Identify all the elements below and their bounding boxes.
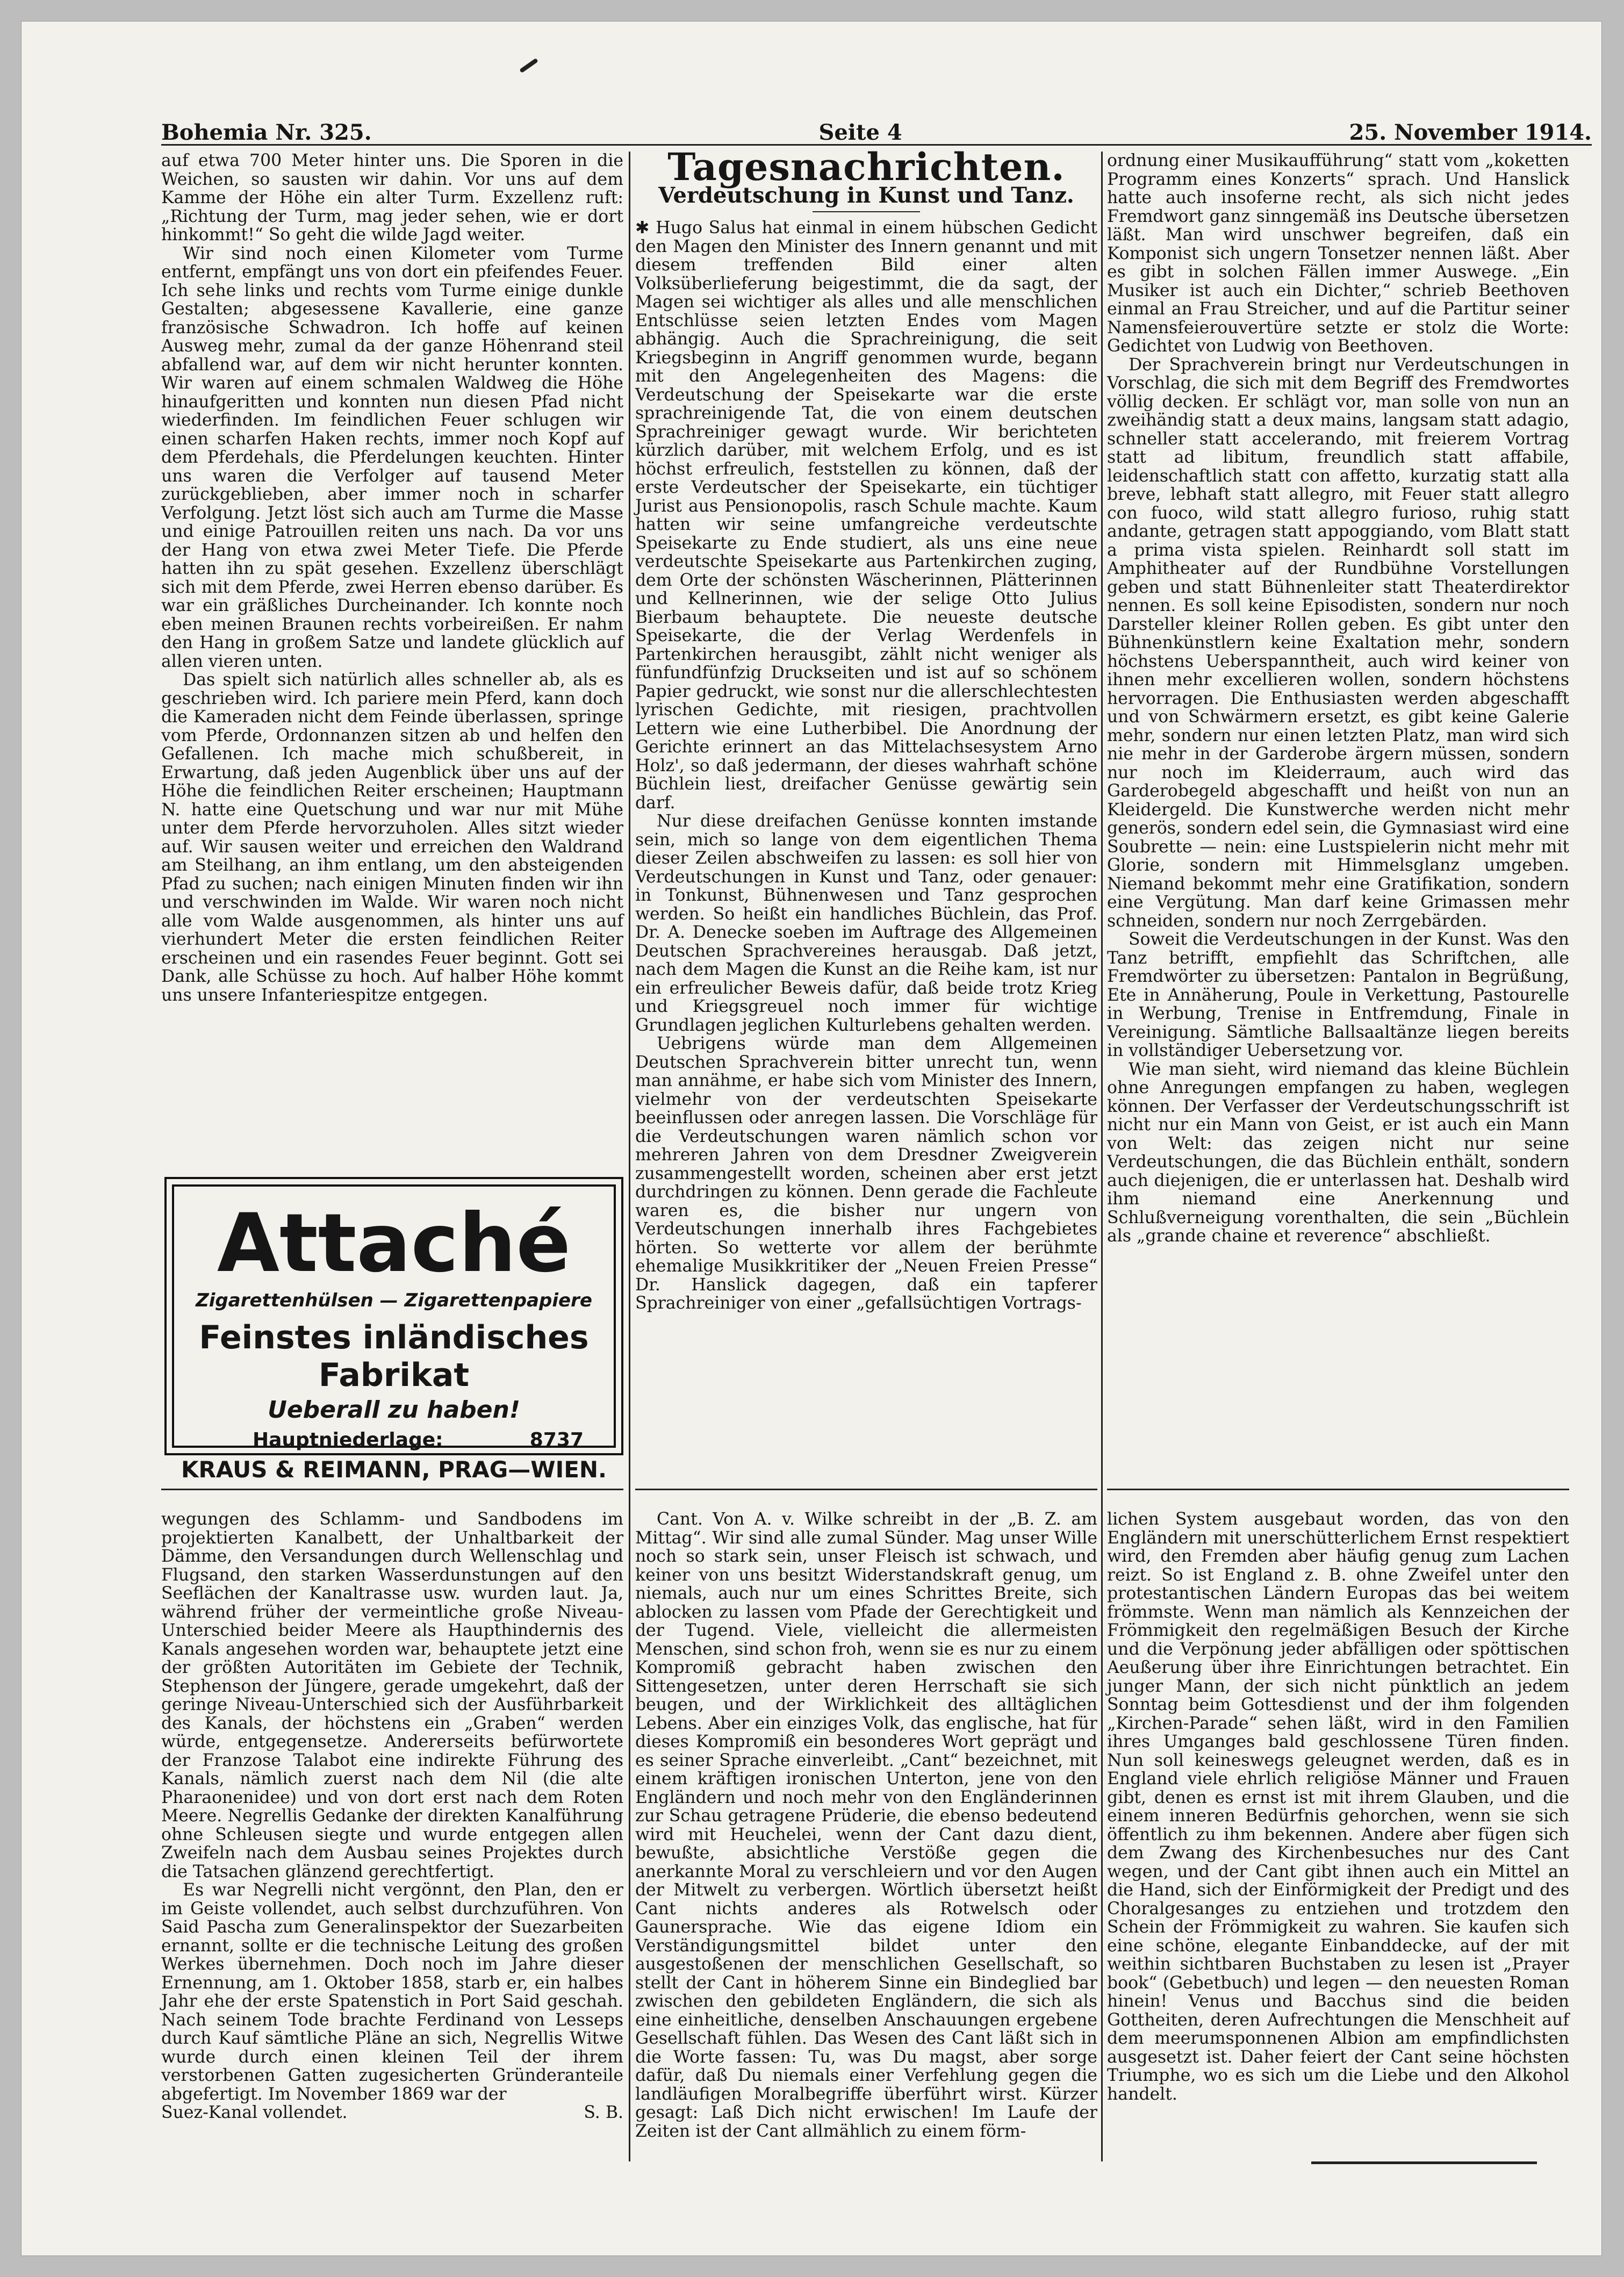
article-paragraph: ordnung einer Musikaufführung“ statt vom „koketten Programm eines Konzerts“ sprach. Und Hanslick hatte auch insoferne recht, als sich nicht jedes Fremdwort ganz sinngemäß ins Deutsche übersetzen läßt. Man wird unschwer begreifen, daß ein Komponist sich ungern Tonsetzer nennen läßt. Aber es gibt in solchen Fällen immer Auswege. „Ein Musiker ist auch ein Dichter,“ schrieb Beethoven einmal an Frau Streicher, und auf die Partitur seiner Namensfeierouvertüre setzte er stolz die Worte: Gedichtet von Ludwig von Beethoven.: [1107, 151, 1569, 356]
section-rule-2: [635, 1489, 1097, 1490]
section-rule-3: [1107, 1489, 1569, 1490]
ad-products: Zigarettenhülsen — Zigarettenpapiere: [196, 1290, 592, 1311]
article-paragraph: Soweit die Verdeutschungen in der Kunst. Was den Tanz betrifft, empfiehlt das Schriftchen, alle Fremdwörter zu übersetzen: Pantalon in Begrüßung, Ete in Annäherung, Poule in Verkettung, Pastourelle in Werbung, Trenise in Entfremdung, Finale in Vereinigung. Sämtliche Ballsaaltänze liegen bereits in vollständiger Uebersetzung vor.: [1107, 930, 1569, 1060]
ink-mark: [519, 58, 538, 73]
column-1-top: [161, 152, 623, 1004]
header-issue: Bohemia Nr. 325.: [161, 120, 372, 145]
header-date: 25. November 1914.: [1349, 120, 1592, 145]
article-paragraph: wegungen des Schlamm- und Sandbodens im projektierten Kanalbett, der Unhaltbarkeit der Dämme, den Versandungen durch Wellenschlag und Flugsand, den starken Wasserdunstungen auf den Seeflächen der Kanaltrasse usw. wurden laut. Ja, während früher der vermeintliche große Niveau-Unterschied beider Meere als Haupthindernis des Kanals angesehen worden war, behauptete jetzt eine der größten Autoritäten im Gebiete der Technik, Stephenson der Jüngere, gerade umgekehrt, daß der geringe Niveau-Unterschied sich der Ausführbarkeit des Kanals, der höchstens ein „Graben“ werden würde, entgegensetze. Andererseits befürwortete der Franzose Talabot eine indirekte Führung des Kanals, nämlich zuerst nach dem Nil (die alte Pharaonenidee) und von dort erst nach dem Roten Meere. Negrellis Gedanke der direkten Kanalführung ohne Schleusen siegte und wurde entgegen allen Zweifeln nach dem Ausbau seines Projektes durch die Tatsachen glänzend gerechtfertigt.: [161, 1510, 623, 1881]
ad-availability: Ueberall zu haben!: [268, 1396, 520, 1424]
column-2-top: [635, 145, 1097, 1313]
article-paragraph: Wir sind noch einen Kilometer vom Turme entfernt, empfängt uns von dort ein pfeifendes Feuer. Ich sehe links und rechts vom Turme einige dunkle Gestalten; abgesessene Kavallerie, eine ganze französische Schwadron. Ich hoffe auf keinen Ausweg mehr, zumal da der ganze Höhenrand steil abfallend war, auf dem wir nicht herunter konnten. Wir waren auf einem schmalen Waldweg die Höhe hinaufgeritten und konnten nun diesen Pfad nicht wiederfinden. Im feindlichen Feuer schlugen wir einen scharfen Haken rechts, immer noch Kopf auf dem Pferdehals, die Pferdelungen keuchten. Hinter uns waren die Verfolger auf tausend Meter zurückgeblieben, aber immer noch in scharfer Verfolgung. Jetzt löst sich auch am Turme die Masse und einige Patrouillen reiten uns nach. Da vor uns der Hang von etwa zwei Meter Tiefe. Die Pferde hatten ihn zu spät gesehen. Exzellenz überschlägt sich mit dem Pferde, zwei Herren ebenso darüber. Es war ein gräßliches Durcheinander. Ich konnte noch eben meinen Braunen rechts vorbeireißen. Er nahm den Hang in großem Satze und landete glücklich auf allen vieren unten.: [161, 243, 623, 671]
article-paragraph: Das spielt sich natürlich alles schneller ab, als es geschrieben wird. Ich pariere mein Pferd, kann doch die Kameraden nicht dem Feinde überlassen, springe vom Pferde, Ordonnanzen sitzen ab und helfen den Gefallenen. Ich mache mich schußbereit, in Erwartung, daß jeden Augenblick über uns auf der Höhe die feindlichen Reiter erscheinen; Hauptmann N. hatte eine Quetschung und war nur mit Mühe unter dem Pferde hervorzuholen. Alles sitzt wieder auf. Wir sausen weiter und erreichen den Waldrand am Steilhang, an ihm entlang, um den absteigenden Pfad zu suchen; nach einigen Minuten finden wir ihn und verschwinden im Walde. Wir waren noch nicht alle vom Walde ausgenommen, als hinter uns auf vierhundert Meter die ersten feindlichen Reiter erscheinen und ein rasendes Feuer beginnt. Gott sei Dank, alle Schüsse zu hoch. Auf halber Höhe kommt uns unsere Infanteriespitze entgegen.: [161, 670, 623, 1005]
column-3-bottom: [1107, 1510, 1569, 2103]
article-paragraph: Cant. Von A. v. Wilke schreibt in der „B. Z. am Mittag“. Wir sind alle zumal Sünder. Mag unser Wille noch so stark sein, unser Fleisch ist schwach, und keiner von uns besitzt Widerstandskraft genug, um niemals, auch nur um eines Schrittes Breite, sich ablocken zu lassen vom Pfade der Gerechtigkeit und der Tugend. Viele, vielleicht die allermeisten Menschen, sind schon froh, wenn sie es nur zu einem Kompromiß gebracht haben zwischen den Sittengesetzen, unter deren Herrschaft sie sich beugen, und der Wirklichkeit des alltäglichen Lebens. Aber ein einziges Volk, das englische, hat für dieses Kompromiß ein besonderes Wort geprägt und es seiner Sprache einverleibt. „Cant“ bezeichnet, mit einem kräftigen ironischen Unterton, jene von den Engländern und noch mehr von den Engländerinnen zur Schau getragene Prüderie, die ebenso bedeutend wird mit Heuchelei, wenn der Cant dazu dient, bewußte, absichtliche Verstöße gegen die anerkannte Moral zu verschleiern und vor den Augen der Mitwelt zu verbergen. Wörtlich übersetzt heißt Cant nichts anderes als Rotwelsch oder Gaunersprache. Wie das eigene Idiom ein Verständigungsmittel bildet unter den ausgestoßenen der menschlichen Gesellschaft, so stellt der Cant in höherem Sinne ein Bindeglied bar zwischen den gebildeten Engländern, die sich als eine einheitliche, denselben Anschauungen ergebene Gesellschaft fühlen. Das Wesen des Cant läßt sich in die Worte fassen: Tu, was Du magst, aber sorge dafür, daß Du niemals einer Verfehlung gegen die landläufigen Moralbegriffe überführt wirst. Kürzer gesagt: Laß Dich nicht erwischen! Im Laufe der Zeiten ist der Cant allmählich zu einem förm-: [635, 1510, 1097, 2141]
article-title: Verdeutschung in Kunst und Tanz.: [658, 182, 1074, 208]
attache-advertisement: [164, 1177, 623, 1483]
article-paragraph: lichen System ausgebaut worden, das von den Engländern mit unerschütterlichem Ernst respektiert wird, den Fremden aber häufig genug zum Lachen reizt. So ist England z. B. ohne Zweifel unter den protestantischen Ländern Europas das bei weitem frömmste. Wenn man nämlich als Kennzeichen der Frömmigkeit den regelmäßigen Besuch der Kirche und die Verpönung jeder abfälligen oder spöttischen Aeußerung über ihre Einrichtungen betrachtet. Ein junger Mann, der sich nicht pünktlich an jedem Sonntag beim Gottesdienst und der ihm folgenden „Kirchen-Parade“ sehen läßt, wird in den Familien ihres Umganges bald geschlossene Türen finden. Nun soll keineswegs geleugnet werden, daß es in England viele ehrlich religiöse Männer und Frauen gibt, denen es ernst ist mit ihrem Glauben, und die einem inneren Bedürfnis gehorchen, wenn sie sich öffentlich zu ihm bekennen. Andere aber fügen sich dem Zwang des Kirchenbesuches nur des Cant wegen, und der Cant gibt ihnen auch ein Mittel an die Hand, sich der Einförmigkeit der Predigt und des Choralgesanges zu entziehen und trotzdem den Schein der Frömmigkeit zu wahren. Sie kaufen sich eine schöne, elegante Einbanddecke, auf der mit weithin sichtbaren Buchstaben zu lesen ist „Prayer book“ (Gebetbuch) und legen — den neuesten Roman hinein! Venus und Bacchus sind die beiden Gottheiten, deren Aufrechtungen die Menschheit auf dem meerumsponnenen Albion am empfindlichsten ausgesetzt ist. Daher feiert der Cant seine höchsten Triumphe, wo es sich um die Liebe und den Alkohol handelt.: [1107, 1510, 1569, 2104]
ad-slogan: Feinstes inländisches Fabrikat: [199, 1319, 589, 1394]
article-paragraph: ✱ Hugo Salus hat einmal in einem hübschen Gedicht den Magen den Minister des Innern genannt und mit diesem treffenden Bild einer alten Volksüberlieferung beigestimmt, die da sagt, der Magen sei wichtiger als alles und alle menschlichen Entschlüsse seien letzten Endes vom Magen abhängig. Auch die Sprachreinigung, die seit Kriegsbeginn in Angriff genommen wurde, begann mit den Angelegenheiten des Magens: die Verdeutschung der Speisekarte war die erste sprachreinigende Tat, die von einem deutschen Sprachreiniger gewagt wurde. Wir berichteten kürzlich darüber, mit welchem Erfolg, und es ist höchst erfreulich, feststellen zu können, daß der erste Verdeutscher der Speisekarte, ein tüchtiger Jurist aus Pensionopolis, rasch Schule machte. Kaum hatten wir seine umfangreiche verdeutschte Speisekarte zu Ende studiert, als uns eine neue verdeutschte Speisekarte aus Partenkirchen zuging, dem Orte der schönsten Wäscherinnen, Plätterinnen und Kellnerinnen, wie der selige Otto Julius Bierbaum behauptete. Die neueste deutsche Speisekarte, die der Verlag Werdenfels in Partenkirchen herausgibt, zählt nicht weniger als fünfundfünfzig Druckseiten und ist auf so schönem Papier gedruckt, wie sonst nur die allerschlechtesten lyrischen Gedichte, mit riesigen, prachtvollen Lettern wie eine Lutherbibel. Die Anordnung der Gerichte erinnert an das Mittelachsesystem Arno Holz', so daß jedermann, der dieses wahrhaft schöne Büchlein liest, dreifacher Genüsse gewärtig sein darf.: [635, 218, 1097, 813]
column-3-top: [1107, 152, 1569, 1246]
header-page-number: Seite 4: [818, 120, 902, 145]
article-paragraph: Wie man sieht, wird niemand das kleine Büchlein ohne Anregungen empfangen zu haben, weglegen können. Der Verfasser der Verdeutschungsschrift ist nicht nur ein Mann von Geist, er ist auch ein Mann von Welt: das zeigen nicht nur seine Verdeutschungen, die das Büchlein enthält, sondern auch diejenigen, die er unterlassen hat. Deshalb wird ihm niemand eine Anerkennung und Schlußverneigung vorenthalten, die sein „Büchlein als „grande chaine et reverence“ abschließt.: [1107, 1059, 1569, 1246]
column-1-bottom: [161, 1510, 623, 2122]
article-paragraph: Der Sprachverein bringt nur Verdeutschungen in Vorschlag, die sich mit dem Begriff des Fremdwortes völlig decken. Er schlägt vor, man solle von nun an zweihändig statt a deux mains, langsam statt adagio, schneller statt accelerando, mit freierem Vortrag statt ad libitum, freundlich statt affabile, leidenschaftlich statt con affetto, kurzatig statt alla breve, lebhaft statt allegro, mit Feuer statt allegro con fuoco, wild statt allegro furioso, ruhig statt andante, getragen statt appoggiando, vom Blatt statt a prima vista spielen. Reinhardt soll statt im Amphitheater auf der Rundbühne Vorstellungen geben und statt Bühnenleiter statt Theaterdirektor nennen. Es soll keine Episodisten, sondern nur noch Darsteller kleiner Rollen geben. Es gibt unter den Bühnenkünstlern keine Exaltation mehr, sondern höchstens Ueberspanntheit, auch wird keiner von ihnen mehr excellieren wollen, sondern höchstens hervorragen. Die Enthusiasten werden abgeschafft und von Schwärmern ersetzt, es gibt keine Galerie mehr, sondern nur einen letzten Platz, man wird sich nie mehr in der Garderobe ärgern müssen, sondern nur noch im Kleiderraum, auch wird das Garderobegeld abgeschafft und heißt von nun an Kleidergeld. Die Kunstwerche werden nicht mehr generös, sondern edel sein, die Gymnasiast wird eine Soubrette — nein: eine Lustspielerin nicht mehr mit Glorie, sondern mit Himmelsglanz umgeben. Niemand bekommt mehr eine Gratifikation, sondern eine Vergütung. Man darf keine Grimassen mehr schneiden, sondern nur noch Zerrgebärden.: [1107, 355, 1569, 931]
article-paragraph: Uebrigens würde man dem Allgemeinen Deutschen Sprachverein bitter unrecht tun, wenn man annähme, er habe sich vom Minister des Innern, vielmehr von der verdeutschten Speisekarte beeinflussen oder anregen lassen. Die Vorschläge für die Verdeutschungen waren nämlich schon vor mehreren Jahren von dem Dresdner Zweigverein zusammengestellt worden, scheinen aber erst jetzt durchdringen zu können. Denn gerade die Fachleute waren es, die bisher nur ungern von Verdeutschungen innerhalb ihres Fachgebietes hörten. So wetterte vor allem der berühmte ehemalige Musikkritiker der „Neuen Freien Presse“ Dr. Hanslick dagegen, daß ein tapferer Sprachreiniger von einer „gefallsüchtigen Vortrags-: [635, 1034, 1097, 1313]
column-rule-2: [1101, 152, 1103, 2161]
author-initials: S. B.: [584, 2103, 623, 2122]
ad-phone-number: 8737: [529, 1429, 584, 1451]
article-paragraph: Es war Negrelli nicht vergönnt, den Plan, den er im Geiste vollendet, auch selbst durchzuführen. Von Said Pascha zum Generalinspektor der Suezarbeiten ernannt, sollte er die technische Leitung des großen Werkes übernehmen. Doch noch im Jahre dieser Ernennung, am 1. Oktober 1858, starb er, ein halbes Jahr ehe der erste Spatenstich in Port Said geschah. Nach seinem Tode brachte Ferdinand von Lesseps durch Kauf sämtliche Pläne an sich, Negrellis Witwe wurde durch einen kleinen Teil der ihrem verstorbenen Gatten zugesicherten Gründeranteile abgefertigt. Im November 1869 war der: [161, 1880, 623, 2104]
title-rule: [813, 211, 920, 212]
section-headline: Tagesnachrichten.: [667, 145, 1065, 189]
end-rule: [1311, 2161, 1537, 2164]
page-header: [161, 102, 1592, 145]
signoff-text: Suez-Kanal vollendet.: [161, 2103, 348, 2122]
ad-depot: [167, 1429, 621, 1451]
column-rule-1: [629, 152, 630, 2161]
column-2-bottom: [635, 1510, 1097, 2140]
section-rule-1: [161, 1489, 623, 1490]
article-paragraph: Nur diese dreifachen Genüsse konnten imstande sein, mich so lange von dem eigentlichen Thema dieser Zeilen abschweifen zu lassen: es soll hier von Verdeutschungen in Kunst und Tanz, oder genauer: in Tonkunst, Bühnenwesen und Tanz gesprochen werden. So heißt ein handliches Büchlein, das Prof. Dr. A. Denecke soeben im Auftrage des Allgemeinen Deutschen Sprachvereines herausgab. Daß jetzt, nach dem Magen die Kunst an die Reihe kam, ist nur ein erfreulicher Beweis dafür, daß beide trotz Krieg und Kriegsgreuel noch immer für wichtige Grundlagen jeglichen Kulturlebens gehalten werden.: [635, 811, 1097, 1035]
ad-brand: Attaché: [217, 1197, 571, 1290]
article-paragraph: auf etwa 700 Meter hinter uns. Die Sporen in die Weichen, so sausten wir dahin. Vor uns auf dem Kamme der Höhe ein alter Turm. Exzellenz ruft: „Richtung der Turm, mag jeder sehen, wie er dort hinkommt!“ So geht die wilde Jagd weiter.: [161, 151, 623, 245]
ad-company: KRAUS & REIMANN, PRAG—WIEN.: [181, 1456, 607, 1483]
article-signoff: [161, 2103, 623, 2122]
ad-depot-label: Hauptniederlage:: [253, 1429, 443, 1451]
